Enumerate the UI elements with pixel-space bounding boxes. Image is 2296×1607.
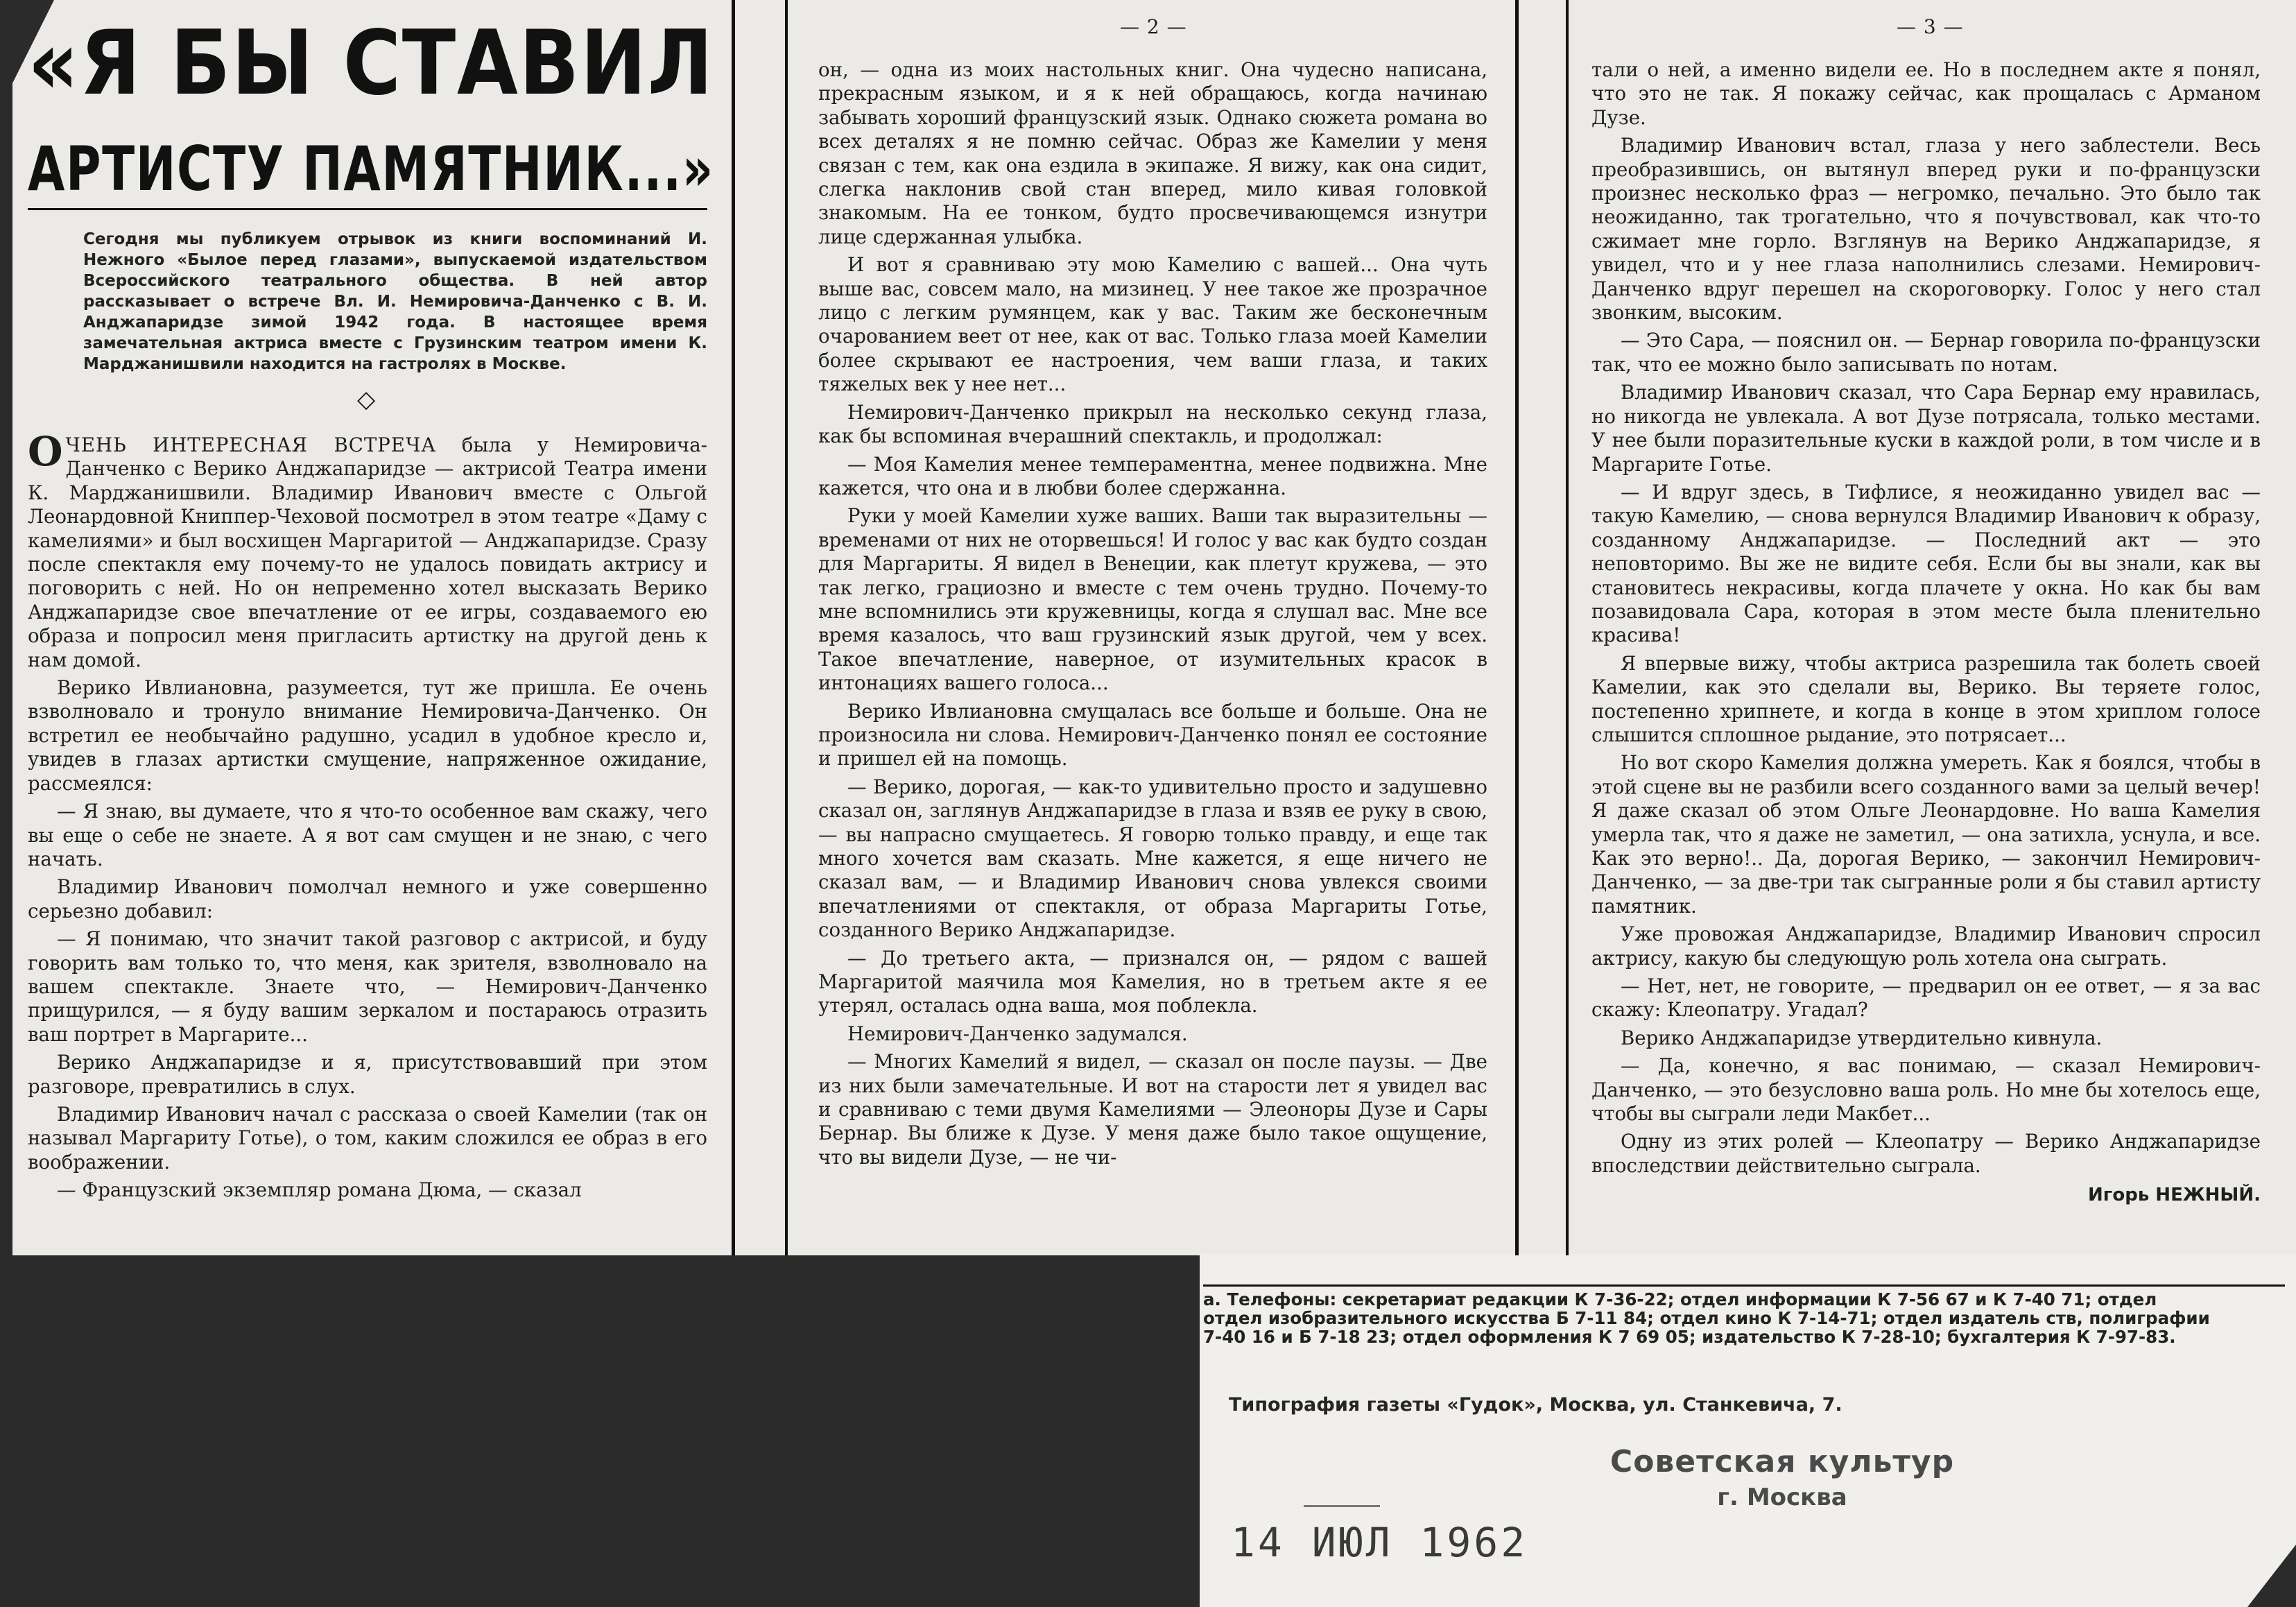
printing-imprint: Типография газеты «Гудок», Москва, ул. Станкевича, 7. (1229, 1394, 1842, 1416)
column-rule (1515, 0, 1519, 1255)
paragraph: Я впервые вижу, чтобы актриса разрешила так болеть своей Камелии, как это сделали вы, Верико. Вы теряете голос, постепенно хрипнете, и когда в конце в этом хриплом голосе слышится сплошное рыдание, это потрясает... (1591, 651, 2261, 746)
column-rule (785, 0, 788, 1255)
paragraph: — Я понимаю, что значит такой разговор с актрисой, и буду говорить вам только то, что меня, как зрителя, взволновало на вашем спектакле. Знаете что, — Немирович-Данченко прищурился, — я буду вашим зеркалом и постараюсь отразить ваш портрет в Маргарите... (28, 927, 707, 1046)
paragraph: Владимир Иванович помолчал немного и уже совершенно серьезно добавил: (28, 875, 707, 922)
author-signature: Игорь НЕЖНЫЙ. (2088, 1185, 2261, 1206)
paragraph: Немирович-Данченко задумался. (847, 1022, 1188, 1045)
article-intro: Сегодня мы публикуем отрывок из книги воспоминаний И. Нежного «Былое перед глазами», выпускаемой издательством Всероссийского театрального общества. В ней автор рассказывает о встрече Вл. И. Немировича-Данченко с В. И. Анджапаридзе зимой 1942 года. В настоящее время замечательная актриса вместе с Грузинским театром имени К. Марджанишвили находится на гастролях в Москве. (83, 230, 707, 373)
paragraph: Владимир Иванович сказал, что Сара Бернар ему нравилась, но никогда не увлекала. А вот Дузе потрясала, только местами. У нее были поразительные куски в каждой роли, в том числе и в Маргарите Готье. (1591, 381, 2261, 476)
footer-rule (1203, 1284, 2285, 1287)
paragraph: Верико Анджапаридзе и я, присутствовавший при этом разговоре, превратились в слух. (28, 1051, 707, 1098)
library-stamp (1588, 1444, 1976, 1511)
paragraph: Одну из этих ролей — Клеопатру — Верико Анджапаридзе впоследствии действительно сыграла. (1591, 1130, 2261, 1177)
date-stamp: 14 ИЮЛ 1962 (1231, 1519, 1528, 1566)
lead-text: была у Немировича-Данченко с Верико Анджапаридзе — актрисой Театра имени К. Марджанишвили. Владимир Иванович вместе с Ольгой Леонардовной Книппер-Чеховой посмотрел в этом театре «Даму с камелиями» и был восхищен Маргаритой — Анджапаридзе. Сразу после спектакля ему почему-то не удалось повидать актрису и поговорить с ней. Но он непременно хотел высказать Верико Анджапаридзе свое впечатление от ее игры, создаваемого ею образа и попросил меня пригласить артистку на другой день к нам домой. (28, 433, 707, 671)
lead-paragraph (28, 428, 707, 672)
paragraph: — И вдруг здесь, в Тифлисе, я неожиданно увидел вас — такую Камелию, — снова вернулся Владимир Иванович к образу, созданному Анджапаридзе. — Последний акт — это неповторимо. Вы же не видите себя. Если бы вы знали, как вы становитесь некрасивы, когда плачете у окна. Но как бы вам позавидовала Сара, которая в этом месте была пленительно красива! (1591, 480, 2261, 647)
column-rule (732, 0, 735, 1255)
paragraph: Владимир Иванович встал, глаза у него заблестели. Весь преобразившись, он вытянул вперед руки и по-французски произнес несколько фраз — негромко, печально. Это было так неожиданно, так трогательно, что я почувствовал, как что-то сжимает мне горло. Взглянув на Верико Анджапаридзе, я увидел, что и у нее глаза наполнились слезами. Немирович-Данченко вдруг перешел на скороговорку. Голос у него стал звонким, высоким. (1591, 134, 2261, 325)
paragraph: Владимир Иванович начал с рассказа о своей Камелии (так он называл Маргариту Готье), о том, каким сложился ее образ в его воображении. (28, 1102, 707, 1174)
contacts-line: 7-40 16 и Б 7-18 23; отдел оформления К 7 69 05; издательство К 7-28-10; бухгалтерия К 7-97-83. (1203, 1327, 2176, 1346)
paragraph: И вот я сравниваю эту мою Камелию с вашей... Она чуть выше вас, совсем мало, на мизинец. У нее такое же прозрачное лицо с легким румянцем, как у вас. Таким же бесконечным очарованием веет от нее, как от вас. Только глаза моей Камелии более скрывают ее настроения, чем ваши глаза, и таких тяжелых век у нее нет... (818, 253, 1487, 396)
paragraph: — Нет, нет, не говорите, — предварил он ее ответ, — я за вас скажу: Клеопатру. Угадал? (1591, 974, 2261, 1022)
paragraph: — Многих Камелий я видел, — сказал он после паузы. — Две из них были замечательные. И вот на старости лет я увидел вас и сравниваю с теми двумя Камелиями — Элеоноры Дузе и Сары Бернар. Вы ближе к Дузе. У меня даже было такое ощущение, что вы видели Дузе, — не чи- (818, 1050, 1487, 1169)
article-column-3 (1591, 58, 2261, 1208)
page-number-3: — 3 — (1897, 15, 1964, 38)
paragraph: — Французский экземпляр романа Дюма, — сказал (57, 1178, 582, 1202)
headline-line-2: АРТИСТУ ПАМЯТНИК...» (28, 133, 714, 205)
article-column-1 (28, 428, 707, 1203)
article-headline (28, 12, 721, 211)
contacts-line: отдел изобразительного искусства Б 7-11 84; отдел кино К 7-14-71; отдел издатель ств, полиграфии (1203, 1308, 2210, 1328)
paragraph: Верико Ивлиановна, разумеется, тут же пришла. Ее очень взволновало и тронуло внимание Немировича-Данченко. Он встретил ее необычайно радушно, усадил в удобное кресло и, увидев в глазах артистки смущение, напряженное ожидание, рассмеялся: (28, 676, 707, 795)
contacts-line: а. Телефоны: секретариат редакции К 7-36-22; отдел информации К 7-56 67 и К 7-40 71; отдел (1203, 1290, 2157, 1309)
paragraph: — Это Сара, — пояснил он. — Бернар говорила по-французски так, что ее можно было записывать по нотам. (1591, 329, 2261, 376)
stamp-dash (1304, 1505, 1380, 1507)
paragraph: Руки у моей Камелии хуже ваших. Ваши так выразительны — временами от них не оторвешься! И голос у вас как будто создан для Маргариты. Я видел в Венеции, как плетут кружева, — это так легко, грациозно и вместе с тем очень трудно. Почему-то мне вспомнились эти кружевницы, когда я слушал вас. Мне все время казалось, что ваш грузинский язык другой, чем у всех. Такое впечатление, наверное, от изумительных красок в интонациях вашего голоса... (818, 504, 1487, 695)
paragraph: Немирович-Данченко прикрыл на несколько секунд глаза, как бы вспоминая вчерашний спектакль, и продолжал: (818, 400, 1487, 448)
paragraph: тали о ней, а именно видели ее. Но в последнем акте я понял, что это не так. Я покажу сейчас, как прощалась с Арманом Дузе. (1591, 58, 2261, 129)
paragraph: — До третьего акта, — признался он, — рядом с вашей Маргаритой маячила моя Камелия, но в третьем акте я ее утерял, осталась одна ваша, моя поблекла. (818, 946, 1487, 1017)
paragraph: Верико Ивлиановна смущалась все больше и больше. Она не произносила ни слова. Немирович-Данченко понял ее состояние и пришел ей на помощь. (818, 699, 1487, 771)
lead-caps: ЧЕНЬ ИНТЕРЕСНАЯ ВСТРЕЧА (65, 433, 437, 456)
paragraph: — Верико, дорогая, — как-то удивительно просто и задушевно сказал он, заглянув Анджапаридзе в глаза и взяв ее руку в свою, — вы напрасно смущаетесь. Я говорю только правду, и еще так много хочется вам сказать. Мне кажется, я еще ничего не сказал вам, — и Владимир Иванович снова увлекся своими впечатлениями от спектакля, от образа Маргариты Готье, созданного Верико Анджапаридзе. (818, 775, 1487, 942)
page-number-2: — 2 — (1120, 15, 1187, 38)
masthead-contacts (1203, 1290, 2288, 1346)
column-rule (1566, 0, 1569, 1255)
drop-cap: О (28, 428, 63, 475)
paragraph: — Я знаю, вы думаете, что я что-то особенное вам скажу, чего вы еще о себе не знаете. А я вот сам смущен и не знаю, с чего начать. (28, 800, 707, 870)
headline-line-1: «Я БЫ СТАВИЛ (28, 12, 714, 115)
paragraph: Верико Анджапаридзе утвердительно кивнула. (1621, 1026, 2103, 1049)
stamp-newspaper-name: Советская культур (1609, 1444, 1955, 1479)
paragraph: Уже провожая Анджапаридзе, Владимир Иванович спросил актрису, какую бы следующую роль хотела она сыграть. (1591, 922, 2261, 970)
article-column-2 (818, 58, 1487, 1169)
stamp-city: г. Москва (1717, 1484, 1847, 1511)
paragraph: Но вот скоро Камелия должна умереть. Как я боялся, чтобы в этой сцене вы не разбили всего созданного вами за целый вечер! Я даже сказал об этом Ольге Леонардовне. Но ваша Камелия умерла так, что я даже не заметил, — она затихла, уснула, и все. Как это верно!.. Да, дорогая Верико, — закончил Немирович-Данченко, — за две-три так сыгранные роли я бы ставил артисту памятник. (1591, 751, 2261, 918)
paragraph: — Моя Камелия менее темпераментна, менее подвижна. Мне кажется, что она и в любви более сдержанна. (818, 452, 1487, 499)
paragraph: он, — одна из моих настольных книг. Она чудесно написана, прекрасным языком, и я к ней обращаюсь, когда начинаю забывать хороший французский язык. Однако сюжета романа во всех деталях я не помню сейчас. Образ же Камелии у меня связан с тем, как она ездила в экипаже. Я вижу, как она сидит, слегка наклонив свой стан вперед, мило кивая головкой знакомым. На ее тонком, будто просвечивающемся изнутри лице сдержанная улыбка. (818, 58, 1487, 248)
ornament-diamond-icon: ◇ (357, 386, 376, 413)
paragraph: — Да, конечно, я вас понимаю, — сказал Немирович-Данченко, — это безусловно ваша роль. Но мне бы хотелось еще, чтобы вы сыграли леди Макбет... (1591, 1054, 2261, 1126)
